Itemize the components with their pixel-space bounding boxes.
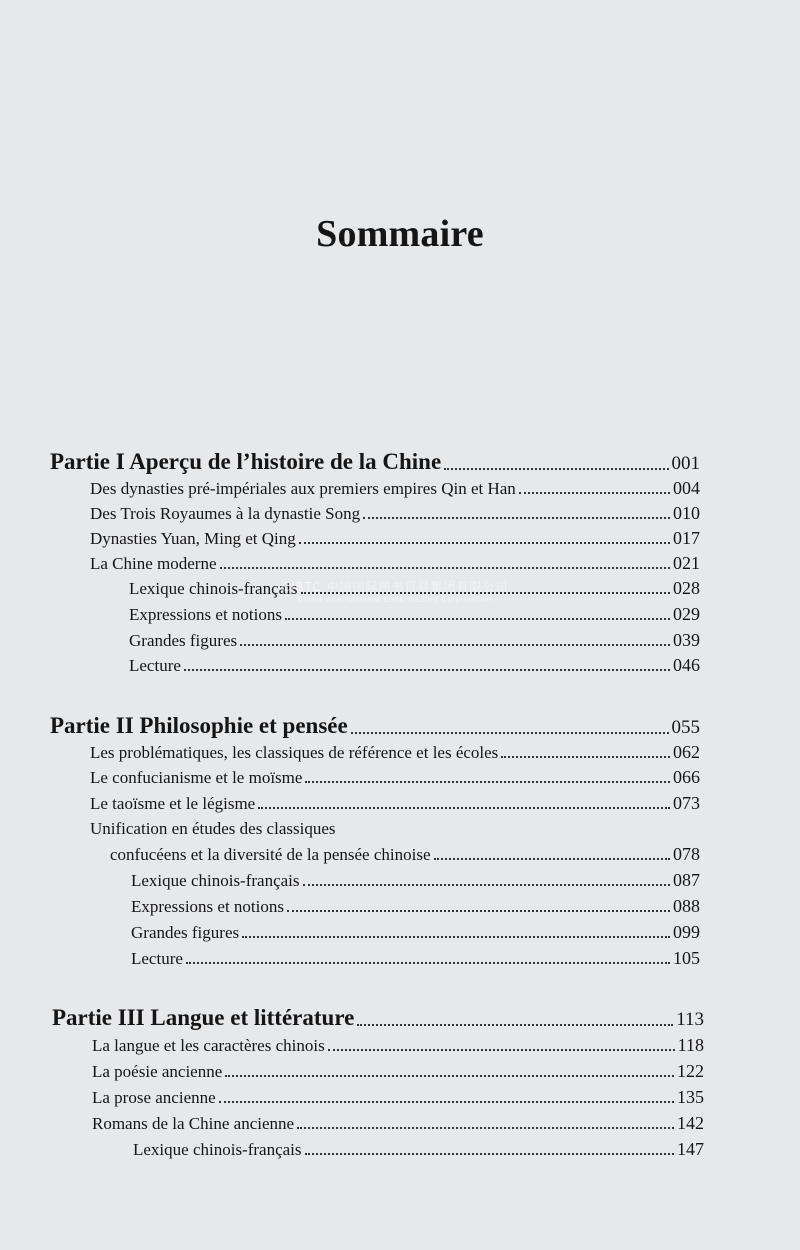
dot-leader bbox=[258, 807, 670, 809]
dot-leader bbox=[303, 884, 670, 886]
dot-leader bbox=[444, 468, 668, 470]
toc-page-number: 029 bbox=[673, 604, 700, 624]
toc-subentry bbox=[131, 922, 700, 943]
dot-leader bbox=[501, 756, 670, 758]
toc-page-number: 046 bbox=[673, 655, 700, 675]
toc-entry bbox=[90, 528, 700, 549]
toc-page-number: 062 bbox=[673, 742, 700, 762]
toc-page-number: 142 bbox=[677, 1113, 704, 1133]
dot-leader bbox=[184, 669, 670, 671]
toc-part-1 bbox=[50, 449, 700, 475]
page-title: Sommaire bbox=[316, 213, 484, 255]
toc-page-number: 010 bbox=[673, 503, 700, 523]
watermark-subtext: China International Book Trading Corporation bbox=[298, 595, 492, 604]
dot-leader bbox=[363, 517, 670, 519]
toc-page-number: 088 bbox=[673, 896, 700, 916]
toc-entry-label: La langue et les caractères chinois bbox=[92, 1036, 325, 1055]
toc-page-number: 078 bbox=[673, 844, 700, 864]
toc-part-title: Partie III Langue et littérature bbox=[52, 1005, 355, 1030]
dot-leader bbox=[240, 644, 670, 646]
dot-leader bbox=[219, 1101, 674, 1103]
watermark bbox=[205, 578, 585, 604]
toc-page-number: 017 bbox=[673, 528, 700, 548]
dot-leader bbox=[357, 1024, 673, 1026]
toc-entry-label: Lexique chinois-français bbox=[131, 871, 300, 890]
toc-entry-label: Expressions et notions bbox=[131, 897, 284, 916]
toc-page-number: 001 bbox=[671, 453, 700, 474]
toc-entry bbox=[90, 767, 700, 788]
dot-leader bbox=[328, 1049, 675, 1051]
toc-page-number: 105 bbox=[673, 948, 700, 968]
toc-entry bbox=[110, 844, 700, 865]
toc-entry bbox=[90, 793, 700, 814]
toc-entry-label: Grandes figures bbox=[131, 923, 240, 942]
toc-entry-label: Des dynasties pré-impériales aux premiers empires Qin et Han bbox=[90, 479, 516, 498]
toc-page-number: 135 bbox=[677, 1087, 704, 1107]
toc-page-number: 028 bbox=[673, 578, 700, 598]
toc-entry-label: Lexique chinois-français bbox=[129, 579, 298, 598]
toc-part-title: Partie II Philosophie et pensée bbox=[50, 713, 348, 738]
toc-subentry bbox=[131, 948, 700, 969]
toc-entry bbox=[92, 1113, 704, 1134]
toc-subentry bbox=[129, 655, 700, 676]
toc-subentry bbox=[133, 1139, 704, 1160]
dot-leader bbox=[519, 492, 670, 494]
toc-entry-label: Des Trois Royaumes à la dynastie Song bbox=[90, 504, 361, 523]
toc-subentry bbox=[131, 870, 700, 891]
toc-page-number: 039 bbox=[673, 630, 700, 650]
toc-entry-label: Lecture bbox=[129, 656, 181, 675]
toc-entry-label-line1: Unification en études des classiques bbox=[90, 819, 336, 838]
toc-page-number: 118 bbox=[677, 1035, 704, 1055]
toc-entry-label: Lecture bbox=[131, 949, 183, 968]
toc-entry-label: La poésie ancienne bbox=[92, 1062, 223, 1081]
toc-entry bbox=[90, 553, 700, 574]
toc-entry bbox=[90, 503, 700, 524]
toc-part-title: Partie I Aperçu de l’histoire de la Chine bbox=[50, 449, 442, 474]
toc-entry-label: Les problématiques, les classiques de référence et les écoles bbox=[90, 743, 499, 762]
dot-leader bbox=[305, 781, 670, 783]
toc-entry-label: Expressions et notions bbox=[129, 605, 282, 624]
toc-part-3 bbox=[52, 1005, 704, 1031]
dot-leader bbox=[434, 858, 670, 860]
toc-page-number: 021 bbox=[673, 553, 700, 573]
toc-entry bbox=[92, 1035, 704, 1056]
toc-entry bbox=[92, 1061, 704, 1082]
dot-leader bbox=[220, 567, 670, 569]
watermark-logo-text: CIBTC 中国国际图书贸易集团有限公司 bbox=[281, 580, 509, 594]
dot-leader bbox=[186, 962, 670, 964]
toc-page-number: 113 bbox=[676, 1009, 704, 1030]
toc-entry-label: Dynasties Yuan, Ming et Qing bbox=[90, 529, 296, 548]
toc-entry bbox=[90, 478, 700, 499]
toc-entry-label: La prose ancienne bbox=[92, 1088, 216, 1107]
dot-leader bbox=[287, 910, 670, 912]
dot-leader bbox=[299, 542, 670, 544]
toc-page-number: 073 bbox=[673, 793, 700, 813]
toc-entry-label: La Chine moderne bbox=[90, 554, 217, 573]
toc-page-number: 122 bbox=[677, 1061, 704, 1081]
dot-leader bbox=[351, 732, 669, 734]
toc-subentry bbox=[129, 630, 700, 651]
toc-entry-label: Grandes figures bbox=[129, 631, 238, 650]
toc-page-number: 099 bbox=[673, 922, 700, 942]
toc-entry-label: Le confucianisme et le moïsme bbox=[90, 768, 303, 787]
dot-leader bbox=[285, 618, 670, 620]
toc-page-number: 147 bbox=[677, 1139, 704, 1159]
dot-leader bbox=[305, 1153, 674, 1155]
dot-leader bbox=[297, 1127, 674, 1129]
toc-subentry bbox=[131, 896, 700, 917]
toc-page-number: 087 bbox=[673, 870, 700, 890]
toc-page-number: 004 bbox=[673, 478, 700, 498]
toc-entry-label: Le taoïsme et le légisme bbox=[90, 794, 256, 813]
dot-leader bbox=[242, 936, 670, 938]
toc-entry-label: Romans de la Chine ancienne bbox=[92, 1114, 295, 1133]
dot-leader bbox=[225, 1075, 674, 1077]
toc-entry bbox=[92, 1087, 704, 1108]
toc-page-number: 066 bbox=[673, 767, 700, 787]
toc-subentry bbox=[129, 604, 700, 625]
toc-entry bbox=[90, 742, 700, 763]
toc-entry-label: confucéens et la diversité de la pensée chinoise bbox=[110, 845, 431, 864]
toc-entry-label: Lexique chinois-français bbox=[133, 1140, 302, 1159]
toc-page-number: 055 bbox=[671, 717, 700, 738]
toc-part-2 bbox=[50, 713, 700, 739]
